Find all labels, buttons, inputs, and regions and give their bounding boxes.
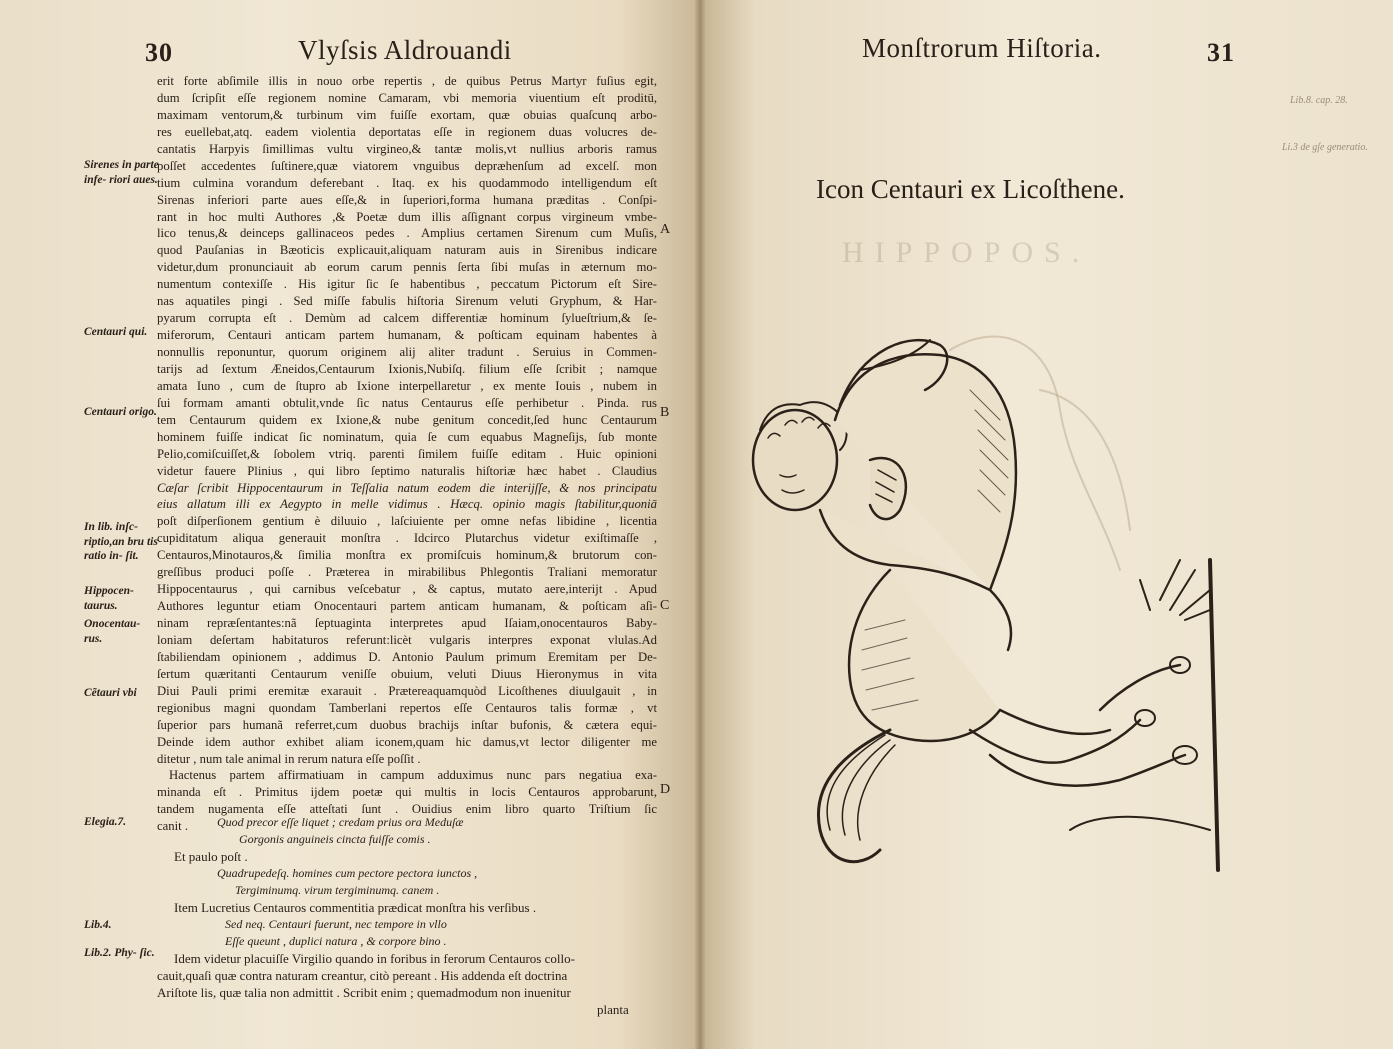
text-line: Diui Pauli primi eremitæ exarauit . Prætereaquamquòd Licoſthenes diuulgauit , in — [157, 683, 657, 698]
text-line: videtur fauere Plinius , qui libro ſeptimo naturalis hiſtoriæ hæc habet . Claudius — [157, 463, 657, 478]
verse-line: Idem videtur placuiſſe Virgilio quando in foribus in ferorum Centauros collo- — [174, 951, 575, 966]
margin-note: Cẽtauri vbi — [84, 687, 137, 699]
page-number: 30 — [145, 38, 173, 67]
text-line: ditetur , num tale animal in rerum natura eſſe poſſit . — [157, 751, 421, 766]
page-number: 31 — [1207, 38, 1235, 67]
verse-line: Quadrupedeſq. homines cum pectore pectora iunctos , — [217, 866, 478, 880]
text-line: cantatis Harpyis ſimillimas vultu virgineo,& tantæ molis,vt nullius arboris ramus — [157, 141, 657, 156]
bleed-through-note: Li.3 de gſe generatio. — [1282, 142, 1368, 153]
text-line: miferorum, Centauri anticam partem humanam, & poſticam equinam habentes à — [157, 328, 657, 343]
text-line: dum ſcripſit eſſe regionem nomine Camaram, vbi memoria viuentium eſt proditū, — [157, 90, 657, 105]
text-line: amata Iuno , cum de ſtupro ab Ixione interpellaretur , ex mente Iouis , nubem in — [157, 378, 657, 393]
text-line: Sirenas inferiori parte aues eſſe,& in ſuperiori,forma humana præditas . Conſpi- — [157, 192, 657, 207]
verse-line: Sed neq. Centauri fuerunt, nec tempore in vllo — [225, 917, 447, 931]
right-page — [700, 0, 1393, 1049]
text-line: nas aquatiles pingi . Sed miſſe fabulis hiſtoria Sirenum veluti Gryphum, & Har- — [157, 294, 657, 309]
text-line: loniam deſertam habitaturos referunt:licèt vulgaris interpres exponat vlulas.Ad — [157, 632, 657, 647]
text-line: regionibus magni quondam Tamberlani repertos eſſe Centauros talis formæ , vt — [157, 700, 657, 715]
running-head: Monſtrorum Hiſtoria. — [862, 33, 1102, 63]
text-line: Deinde idem author exhibet aliam iconem,quam hic damus,vt lector diligenter me — [157, 734, 657, 749]
margin-note: In lib. inſc- riptio,an bru tis ratio in- ſit. — [84, 521, 158, 562]
text-line: ſuperior pars humanã referret,cum duobus brachijs inſtar bufonis, & cætera equi- — [157, 717, 657, 732]
verse-line: Item Lucretius Centauros commentitia prædicat monſtra his verſibus . — [174, 900, 537, 915]
text-line: hominem fuiſſe indicat ſic nominatum, quia ſe cum equabus Magneſijs, ſub monte — [157, 429, 657, 444]
margin-note: Centauri origo. — [84, 406, 157, 418]
text-line: tandem nugamenta eſſe atteſtati ſunt . Ouidius enim libro quarto Triſtium ſic — [157, 802, 657, 817]
verse-line: cauit,quaſi quæ contra naturam creantur, citò pereant . His addenda eſt doctrina — [157, 968, 568, 983]
verse-line: Et paulo poſt . — [174, 849, 248, 864]
text-line: Cæſar ſcribit Hippocentaurum in Teſſalia natum eodem die interijſſe, & nos principatu — [157, 480, 657, 495]
text-line: ſtabiliendam opinionem , addimus D. Antonio Paulum primum Eremitam per De- — [157, 649, 657, 664]
text-line: Hippocentaurus , qui carnibus veſcebatur , & captus, mutato aere,interijt . Apud — [157, 582, 657, 597]
text-line: ſui formam amanti obtulit,vnde ſic natus Centaurus eſſe perhibetur . Pinda. rus — [157, 395, 657, 410]
text-line: minanda eſt . Primitus ijdem poetæ qui multis in locis Centauros approbarunt, — [157, 785, 657, 800]
margin-note: Centauri qui. — [84, 326, 148, 338]
text-line: Centauros,Minotauros,& ſimilia monſtra ex promiſcuis hominum,& brutorum con- — [157, 548, 657, 563]
text-line: poſſet accedentes ſuſtinere,quæ viatorem vnguibus depræhenſum ad excelſ. mon — [157, 158, 657, 173]
text-line: greſſibus produci poſſe . Præterea in mirabilibus Phlegontis Traliani memoratur — [157, 565, 657, 580]
text-line: numentum contexiſſe . His igitur ſic ſe habentibus , peccatum Pictorum eſt Sire- — [157, 277, 657, 292]
section-letter-d: D — [660, 782, 671, 797]
centaur-woodcut — [740, 310, 1240, 880]
text-line: maximam ventorum,& turbinum vim fuiſſe exortam, quæ obuias quaſcunq arbo- — [157, 107, 657, 122]
text-line: pyarum corrupta eſt . Demùm ad calcem differentiæ hominum ſylueſtrium,& ſe- — [157, 311, 657, 326]
section-letter-b: B — [660, 405, 670, 420]
bleed-through-title: HIPPOPOS. — [842, 236, 1091, 269]
margin-note: Sirenes in parte infe- riori aues. — [84, 159, 159, 186]
text-line: tarijs ad ſextum Æneidos,Centaurum Ixionis,Nubiſq. filium eſſe ſcribit ; namque — [157, 361, 657, 376]
text-line: rant in hoc multi Authores ,& Poetæ dum illis aſſignant corpus virgineum vmbe- — [157, 209, 657, 224]
margin-note: Lib.4. — [84, 919, 112, 931]
bleed-through-note: Lib.8. cap. 28. — [1290, 95, 1348, 106]
text-line: nonnullis reponuntur, quorum originem alij aliter tradunt . Seruius in Commen- — [157, 345, 657, 359]
text-line: ninam repræſentantes:nã ſeptuaginta interpretes apud Iſaiam,onocentauros Baby- — [157, 616, 657, 630]
verse-block — [157, 814, 657, 1018]
text-line: cupiditatum aliqua generauit monſtra . Idcirco Plutarchus videtur exiſtimaſſe , — [157, 531, 657, 546]
text-line: Pelio,comiſcuiſſet,& ſobolem vtriq. parenti ſimilem fuiſſe editam . Huic opinioni — [157, 446, 657, 461]
margin-note: Lib.2. Phy- ſic. — [84, 947, 155, 959]
running-head: Vlyſsis Aldrouandi — [298, 35, 512, 65]
text-line: Hactenus partem affirmatiuam in campum adduximus nunc pars negatiua exa- — [169, 768, 657, 783]
margin-note: Onocentau- rus. — [84, 618, 141, 645]
margin-note: Hippocen- taurus. — [84, 585, 134, 612]
text-line: tium culmina vorandum deferebant . Itaq. ex his quodammodo intelligendum eſt — [157, 175, 657, 190]
verse-line: Gorgonis anguineis cincta fuiſſe comis . — [239, 832, 431, 846]
text-line: poſt diſperſionem gentium è diluuio , laſciuiente per omne nefas libidine , licentia — [157, 514, 657, 529]
text-line: tem Centaurum quidem ex Ixione,& nube genitum concedit,ſed hunc Centaurum — [157, 412, 657, 427]
text-line: erit forte abſimile illis in nouo orbe repertis , de quibus Petrus Martyr fuſius egit, — [157, 74, 657, 88]
text-line: Authores leguntur etiam Onocentauri partem anticam humanam, & poſticam aſi- — [157, 599, 657, 614]
body-text — [157, 73, 657, 835]
gutter-shadow — [694, 0, 706, 1049]
text-line: canit . — [157, 819, 189, 834]
section-letter-a: A — [660, 222, 671, 237]
text-line: ſertum quæritanti Centaurum veniſſe obuium, veluti Diuus Hieronymus in vita — [157, 666, 657, 681]
section-letter-c: C — [660, 598, 670, 613]
margin-note: Elegia.7. — [84, 816, 127, 828]
verse-line: Quod precor eſſe liquet ; credam prius ora Meduſæ — [217, 815, 464, 829]
verse-line: Ariſtote lis, quæ talia non admittit . Scribit enim ; quemadmodum non inuenitur — [157, 985, 571, 1000]
text-line: quod Pauſanias in Bæoticis explicauit,aliquam naturam auis in Sirenibus indicare — [157, 243, 657, 258]
catchword: planta — [597, 1002, 629, 1017]
text-line: eius allatum illi ex Aegypto in melle vidimus . Hæcq. opinio magis ſtabilitur,quoniā — [157, 497, 657, 512]
verse-line: Eſſe queunt , duplici natura , & corpore bino . — [225, 934, 447, 948]
text-line: res euellebat,atq. eadem violentia deportatas eſſe in regionem duas volucres de- — [157, 124, 657, 139]
verse-line: Tergiminumq. virum tergiminumq. canem . — [235, 883, 440, 897]
text-line: lico tenus,& deinceps gallinaceos pedes . Amplius certamen Sirenum cum Muſis, — [157, 226, 657, 241]
figure-title: Icon Centauri ex Licoſthene. — [816, 174, 1125, 204]
text-line: videtur,dum pronunciauit ab eorum carum pennis ſerta ſibi muſas in æternum mo- — [157, 260, 657, 275]
